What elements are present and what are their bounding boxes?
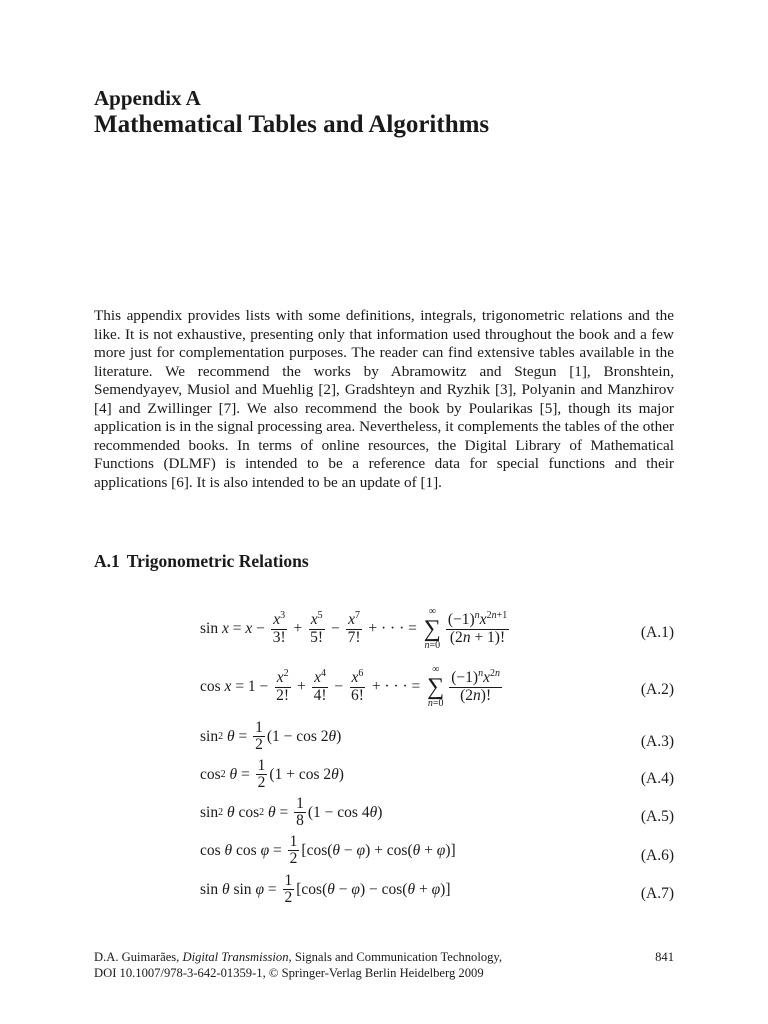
intro-paragraph: This appendix provides lists with some definitions, integrals, trigonometric relations and the like. It is not exhaustive, presenting only that information used throughout the book and a few more just for complementation purposes. The reader can find extensive tables available in the literature. We recommend the works by Abramowitz and Stegun [1], Bronshtein, Semendyayev, Musiol and Muehlig [2], Gradshteyn and Ryzhik [3], Polyanin and Manzhirov [4] and Zwillinger [7]. We also recommend the book by Poularikas [5], though its major application is in the signal processing area. Nevertheless, it complements the tables of the other recommended books. In terms of online resources, the Digital Library of Mathematical Functions (DLMF) is intended to be a reference data for special functions and their applications [6]. It is also intended to be an update of [1]. (94, 307, 674, 491)
equation-cos-squared: cos 2 θ = $\frac{1}{2}$ (1 + cos 2 θ ) (200, 757, 344, 792)
equation-sin-squared: sin 2 θ = $\frac{1}{2}$ (1 − cos 2 θ ) (200, 719, 342, 754)
footer-citation (94, 950, 502, 965)
equation-cos-series: cos x = 1 − $\frac{x^2}{2!}$ + $\frac{x^4}{4!}$ − $\frac{x^6}{6!}$ + · · · = ∞ ∑ n=0 $\frac{(-1)^nx^{2n}}{(2n)!}$ (200, 664, 500, 709)
page-number: 841 (655, 950, 674, 964)
section-number: A.1 (94, 551, 120, 571)
chapter-title: Mathematical Tables and Algorithms (94, 111, 490, 138)
equation-number: (A.4) (640, 770, 674, 787)
equation-number: (A.6) (640, 847, 674, 864)
equation-sin-series: sin x = x − $\frac{x^3}{3!}$ + $\frac{x^5}{5!}$ − $\frac{x^7}{7!}$ + · · · = ∞ ∑ n=0 $\frac{(-1)^nx^{2n+1}}{(2n + 1)!}$ (200, 606, 508, 651)
appendix-label: Appendix A (94, 86, 201, 110)
footer-doi: DOI 10.1007/978-3-642-01359-1, © Springer-Verlag Berlin Heidelberg 2009 (94, 966, 484, 980)
footer-book-title: Digital Transmission (182, 950, 289, 964)
footer-author: D.A. Guimarães, (94, 950, 183, 964)
equation-number: (A.5) (640, 808, 674, 825)
equation-number: (A.3) (640, 733, 674, 750)
footer-series: , Signals and Communication Technology, (288, 950, 503, 964)
section-heading (94, 551, 309, 572)
equation-number: (A.2) (640, 681, 674, 698)
section-title: Trigonometric Relations (126, 551, 309, 571)
equation-number: (A.7) (640, 885, 674, 902)
equation-number: (A.1) (640, 624, 674, 641)
equation-sin2-cos2: sin 2 θ cos 2 θ = $\frac{1}{8}$ (1 − cos 4 θ ) (200, 795, 383, 830)
equation-sin-product: sin θ sin φ = $\frac{1}{2}$ [cos( θ − φ ) − cos( θ + φ )] (200, 872, 451, 907)
equation-cos-product: cos θ cos φ = $\frac{1}{2}$ [cos( θ − φ ) + cos( θ + φ )] (200, 833, 456, 868)
